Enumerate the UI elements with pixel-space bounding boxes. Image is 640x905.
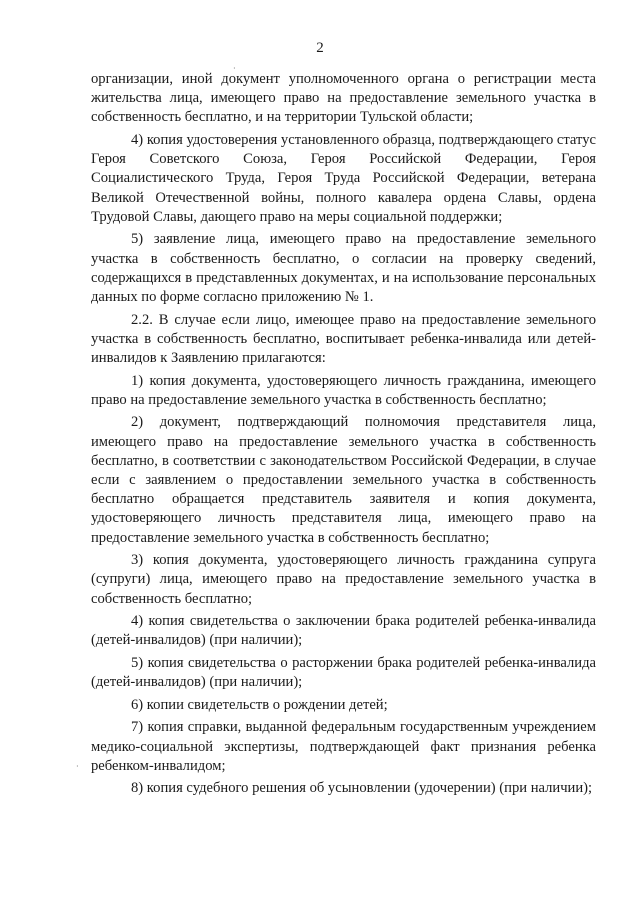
- paragraph-item-1-identity-document: 1) копия документа, удостоверяющего личность гражданина, имеющего право на предоставление земельного участка в собственность бесплатно;: [91, 372, 596, 408]
- document-body: [91, 70, 596, 802]
- paragraph-item-3-spouse-identity: 3) копия документа, удостоверяющего личность гражданина супруга (супруги) лица, имеющего право на предоставление земельного участка в собственность бесплатно;: [91, 552, 596, 607]
- paragraph-item-4-marriage-certificate: 4) копия свидетельства о заключении брака родителей ребенка-инвалида (детей-инвалидов) (при наличии);: [91, 613, 596, 649]
- scan-dot: ·: [76, 762, 79, 771]
- paragraph-continuation: организации, иной документ уполномоченного органа о регистрации места жительства лица, имеющего право на предоставление земельного участка в собственность бесплатно, и на территории Тульской области;: [91, 71, 596, 126]
- paragraph-item-2-representative-authority: 2) документ, подтверждающий полномочия представителя лица, имеющего право на предоставление земельного участка в собственность бесплатно, в соответствии с законодательством Российской Федерации, в случае если с заявлением о предоставлении земельного участка в собственность бесплатно обращается представитель заявителя и копия документа, удостоверяющего личность представителя лица, имеющего право на предоставление земельного участка в собственность бесплатно;: [91, 414, 596, 546]
- paragraph-item-4-hero-certificate: 4) копия удостоверения установленного образца, подтверждающего статус Героя Советского Союза, Героя Российской Федерации, Героя Социалистического Труда, Героя Труда Российской Федерации, ветерана Великой Отечественной войны, полного кавалера ордена Славы, ордена Трудовой Славы, дающего право на меры социальной поддержки;: [91, 132, 596, 225]
- paragraph-item-5-divorce-certificate: 5) копия свидетельства о расторжении брака родителей ребенка-инвалида (детей-инвалидов) (при наличии);: [91, 655, 596, 691]
- paragraph-item-6-birth-certificates: 6) копии свидетельств о рождении детей;: [131, 696, 388, 713]
- paragraph-item-8-adoption-decision: 8) копия судебного решения об усыновлении (удочерении) (при наличии);: [131, 780, 593, 797]
- paragraph-section-2-2: 2.2. В случае если лицо, имеющее право на предоставление земельного участка в собственность бесплатно, воспитывает ребенка-инвалида или детей-инвалидов к Заявлению прилагаются:: [91, 311, 596, 367]
- scan-dot: ·: [233, 64, 236, 73]
- paragraph-item-7-disability-certificate: 7) копия справки, выданной федеральным государственным учреждением медико-социальной экспертизы, подтверждающей факт признания ребенка ребенком-инвалидом;: [91, 719, 596, 774]
- paragraph-item-5-consent-statement: 5) заявление лица, имеющего право на предоставление земельного участка в собственность бесплатно, о согласии на проверку сведений, содержащихся в представленных документах, и на использование персональных данных по форме согласно приложению № 1.: [91, 231, 596, 306]
- page-number: 2: [316, 40, 324, 56]
